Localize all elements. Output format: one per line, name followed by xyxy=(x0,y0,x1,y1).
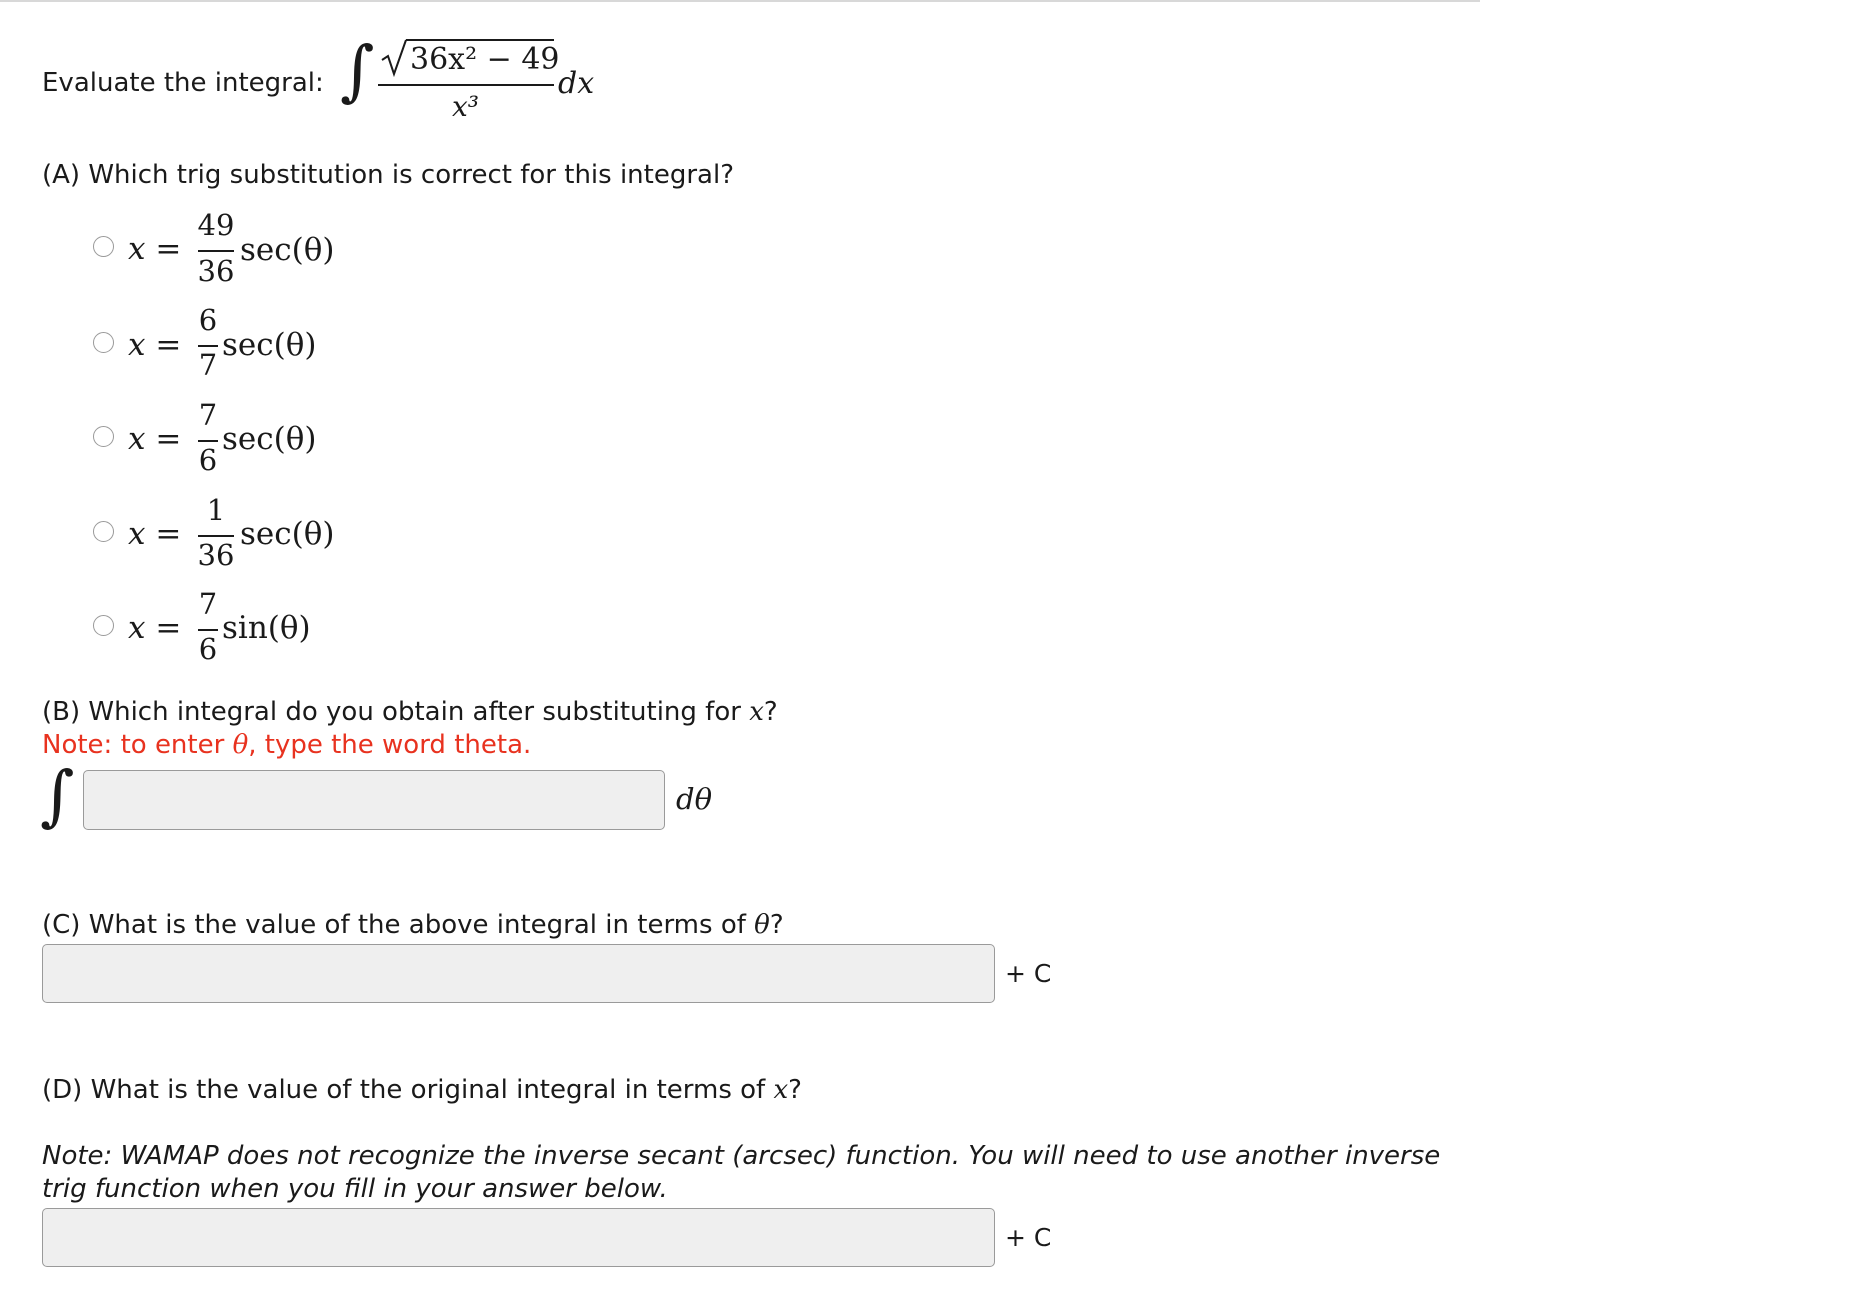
option-fracbar-3 xyxy=(198,440,218,442)
option-fracbar-1 xyxy=(198,250,234,252)
option-radio-4[interactable] xyxy=(93,521,114,542)
top-divider xyxy=(0,0,1480,2)
option-den-5: 6 xyxy=(198,632,218,666)
option-num-4: 1 xyxy=(206,493,226,527)
option-den-1: 36 xyxy=(197,254,235,288)
partD-note-line2: trig function when you fill in your answer below. xyxy=(42,1174,668,1204)
option-lhs-5: x = xyxy=(128,610,182,646)
partB-dtheta: dθ xyxy=(676,782,713,816)
option-fn-5: sin(θ) xyxy=(222,610,311,646)
partB-question: (B) Which integral do you obtain after substituting for x? xyxy=(42,697,778,727)
option-fracbar-2 xyxy=(198,345,218,347)
option-num-1: 49 xyxy=(197,208,235,242)
sqrt-vinculum xyxy=(406,39,554,41)
partD-plus-c: + C xyxy=(1005,1223,1052,1252)
option-lhs-1: x = xyxy=(128,231,182,267)
option-fn-1: sec(θ) xyxy=(240,232,335,268)
option-fn-3: sec(θ) xyxy=(222,421,317,457)
option-lhs-3: x = xyxy=(128,421,182,457)
partB-integrand-input[interactable] xyxy=(83,770,665,830)
option-num-2: 6 xyxy=(198,303,218,337)
option-lhs-2: x = xyxy=(128,327,182,363)
option-den-4: 36 xyxy=(197,538,235,572)
option-fn-4: sec(θ) xyxy=(240,516,335,552)
option-num-5: 7 xyxy=(198,587,218,621)
option-radio-2[interactable] xyxy=(93,332,114,353)
option-fracbar-5 xyxy=(198,629,218,631)
partD-note-line1: Note: WAMAP does not recognize the inverse secant (arcsec) function. You will need to use another inverse xyxy=(42,1141,1441,1171)
option-den-2: 7 xyxy=(198,348,218,382)
integral-sign: ∫ xyxy=(340,32,375,109)
option-fn-2: sec(θ) xyxy=(222,327,317,363)
option-radio-3[interactable] xyxy=(93,426,114,447)
partC-answer-input[interactable] xyxy=(42,944,995,1003)
partB-note: Note: to enter θ, type the word theta. xyxy=(42,730,532,760)
prompt-lead: Evaluate the integral: xyxy=(42,68,324,98)
partA-question: (A) Which trig substitution is correct for this integral? xyxy=(42,160,734,190)
option-den-3: 6 xyxy=(198,443,218,477)
partC-plus-c: + C xyxy=(1005,959,1052,988)
option-lhs-4: x = xyxy=(128,516,182,552)
option-fracbar-4 xyxy=(198,535,234,537)
partD-answer-input[interactable] xyxy=(42,1208,995,1267)
option-radio-5[interactable] xyxy=(93,615,114,636)
main-fraction-bar xyxy=(378,84,554,86)
partD-question: (D) What is the value of the original integral in terms of x? xyxy=(42,1075,802,1105)
partB-integral-sign: ∫ xyxy=(40,757,75,834)
differential-dx: dx xyxy=(558,66,595,101)
option-num-3: 7 xyxy=(198,398,218,432)
denominator: x³ xyxy=(452,90,480,123)
partC-question: (C) What is the value of the above integral in terms of θ? xyxy=(42,910,784,940)
option-radio-1[interactable] xyxy=(93,236,114,257)
radicand: 36x² − 49 xyxy=(410,42,560,77)
sqrt-symbol xyxy=(380,38,410,78)
